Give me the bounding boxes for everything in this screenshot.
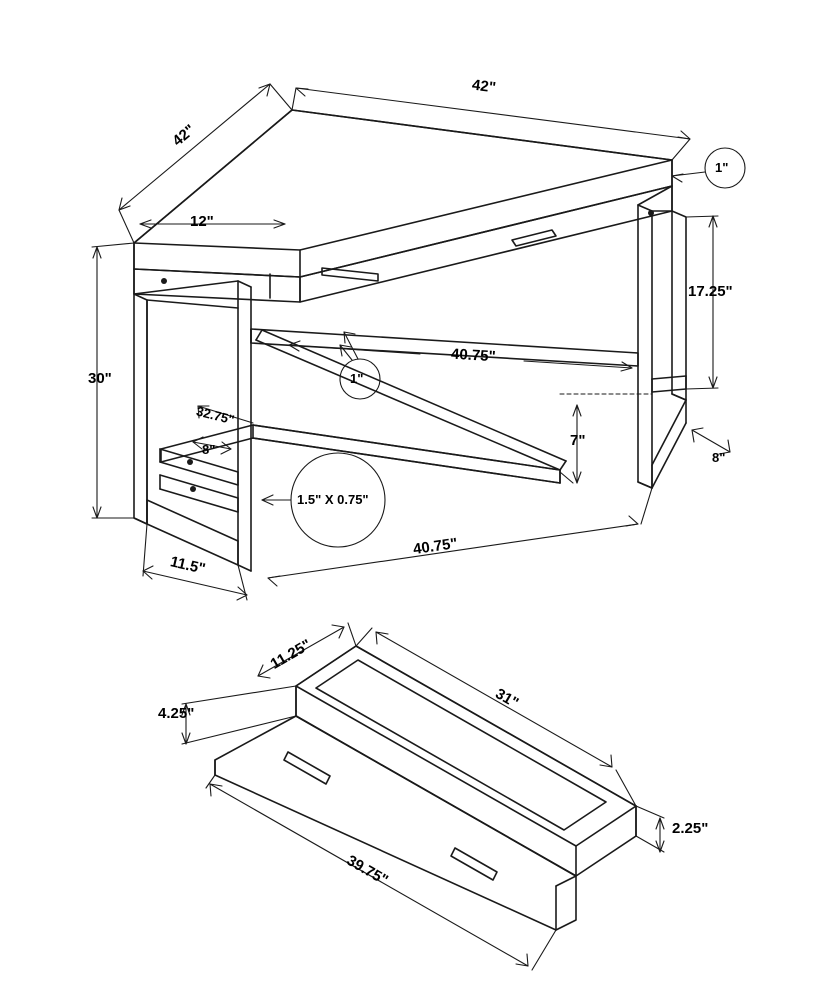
dim-shelf-depth-right: 8"	[712, 450, 726, 465]
callout-top-thickness: 1"	[715, 160, 729, 175]
dim-drawer-inner-width: 31"	[492, 685, 522, 712]
dim-drawer-bottom-thickness: 2.25"	[672, 820, 709, 837]
callout-frame-tube: 1.5" X 0.75"	[297, 492, 369, 507]
dim-top-left-width: 42"	[169, 121, 199, 150]
dim-base-depth: 11.5"	[168, 553, 207, 578]
dim-base-width: 40.75"	[412, 534, 459, 559]
callout-stretcher-thickness: 1"	[350, 371, 364, 386]
dim-top-front-bevel: 12"	[190, 213, 214, 230]
dim-lower-shelf-length: 32.75"	[194, 403, 236, 428]
dim-top-right-width: 42"	[471, 76, 497, 97]
dimension-lines-drawer	[182, 623, 664, 970]
dimension-lines-main	[92, 84, 745, 600]
dim-lower-shelf-height: 7"	[570, 432, 586, 449]
dim-stretcher-length: 40.75"	[450, 345, 497, 366]
dim-drawer-height: 4.25"	[158, 705, 195, 722]
dim-drawer-front-width: 39.75"	[343, 851, 391, 890]
dim-overall-height: 30"	[88, 370, 112, 387]
right-leg-frame	[638, 186, 686, 488]
dim-drawer-depth: 11.25"	[267, 636, 315, 673]
dim-clearance-height: 17.25"	[688, 283, 733, 300]
dim-shelf-depth-left: 8"	[202, 442, 216, 457]
